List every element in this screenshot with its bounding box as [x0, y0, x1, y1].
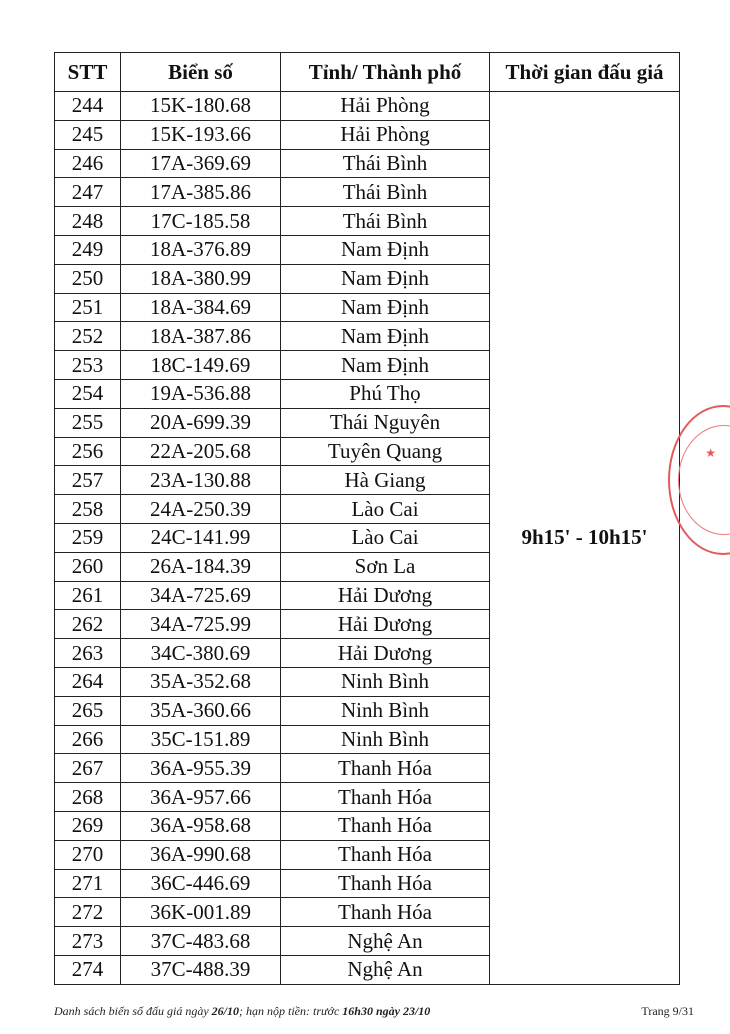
cell-province: Ninh Bình	[281, 667, 490, 696]
cell-plate: 34A-725.99	[121, 610, 281, 639]
cell-stt: 257	[55, 466, 121, 495]
cell-province: Hải Dương	[281, 581, 490, 610]
cell-plate: 37C-483.68	[121, 927, 281, 956]
cell-plate: 17A-385.86	[121, 178, 281, 207]
cell-stt: 258	[55, 495, 121, 524]
footer-note	[54, 1004, 430, 1018]
cell-stt: 253	[55, 351, 121, 380]
table-header-row	[55, 53, 680, 92]
cell-plate: 17A-369.69	[121, 149, 281, 178]
cell-stt: 269	[55, 811, 121, 840]
cell-plate: 18C-149.69	[121, 351, 281, 380]
cell-stt: 255	[55, 408, 121, 437]
cell-plate: 35A-360.66	[121, 696, 281, 725]
cell-province: Hải Phòng	[281, 120, 490, 149]
cell-province: Thái Bình	[281, 149, 490, 178]
cell-stt: 270	[55, 840, 121, 869]
cell-stt: 274	[55, 955, 121, 984]
cell-plate: 36A-990.68	[121, 840, 281, 869]
cell-province: Tuyên Quang	[281, 437, 490, 466]
cell-stt: 259	[55, 523, 121, 552]
cell-province: Nam Định	[281, 293, 490, 322]
cell-province: Hà Giang	[281, 466, 490, 495]
cell-stt: 256	[55, 437, 121, 466]
cell-province: Thái Bình	[281, 178, 490, 207]
cell-plate: 34C-380.69	[121, 639, 281, 668]
cell-auction-time: 9h15' - 10h15'	[490, 92, 680, 985]
plate-auction-table	[54, 52, 680, 985]
cell-stt: 272	[55, 898, 121, 927]
cell-stt: 251	[55, 293, 121, 322]
cell-stt: 244	[55, 92, 121, 121]
cell-province: Hải Dương	[281, 639, 490, 668]
cell-province: Nam Định	[281, 264, 490, 293]
cell-plate: 26A-184.39	[121, 552, 281, 581]
cell-plate: 36K-001.89	[121, 898, 281, 927]
cell-stt: 268	[55, 783, 121, 812]
cell-plate: 35A-352.68	[121, 667, 281, 696]
cell-province: Nghệ An	[281, 955, 490, 984]
cell-plate: 18A-384.69	[121, 293, 281, 322]
cell-plate: 20A-699.39	[121, 408, 281, 437]
cell-stt: 264	[55, 667, 121, 696]
page-number: Trang 9/31	[641, 1004, 694, 1018]
cell-plate: 36C-446.69	[121, 869, 281, 898]
cell-plate: 36A-958.68	[121, 811, 281, 840]
cell-plate: 24C-141.99	[121, 523, 281, 552]
cell-plate: 18A-387.86	[121, 322, 281, 351]
cell-plate: 36A-957.66	[121, 783, 281, 812]
cell-province: Thanh Hóa	[281, 840, 490, 869]
cell-stt: 250	[55, 264, 121, 293]
cell-stt: 261	[55, 581, 121, 610]
cell-plate: 19A-536.88	[121, 379, 281, 408]
cell-stt: 246	[55, 149, 121, 178]
table-body	[55, 92, 680, 985]
header-stt: STT	[55, 53, 121, 92]
cell-province: Thanh Hóa	[281, 783, 490, 812]
header-province: Tỉnh/ Thành phố	[281, 53, 490, 92]
cell-province: Ninh Bình	[281, 696, 490, 725]
footer-auction-date: 26/10	[211, 1004, 239, 1018]
cell-stt: 273	[55, 927, 121, 956]
cell-province: Hải Dương	[281, 610, 490, 639]
cell-province: Sơn La	[281, 552, 490, 581]
cell-province: Thái Nguyên	[281, 408, 490, 437]
cell-province: Lào Cai	[281, 523, 490, 552]
cell-province: Hải Phòng	[281, 92, 490, 121]
page-footer	[54, 1004, 694, 1019]
cell-stt: 245	[55, 120, 121, 149]
cell-stt: 252	[55, 322, 121, 351]
cell-stt: 263	[55, 639, 121, 668]
cell-stt: 248	[55, 207, 121, 236]
cell-stt: 271	[55, 869, 121, 898]
cell-plate: 24A-250.39	[121, 495, 281, 524]
cell-plate: 22A-205.68	[121, 437, 281, 466]
cell-province: Nghệ An	[281, 927, 490, 956]
seal-star-icon: ★	[705, 446, 716, 460]
cell-plate: 23A-130.88	[121, 466, 281, 495]
cell-plate: 37C-488.39	[121, 955, 281, 984]
cell-province: Thái Bình	[281, 207, 490, 236]
cell-stt: 254	[55, 379, 121, 408]
footer-deadline: 16h30 ngày 23/10	[342, 1004, 431, 1018]
cell-stt: 262	[55, 610, 121, 639]
cell-plate: 36A-955.39	[121, 754, 281, 783]
cell-stt: 265	[55, 696, 121, 725]
cell-plate: 35C-151.89	[121, 725, 281, 754]
cell-stt: 266	[55, 725, 121, 754]
cell-province: Nam Định	[281, 235, 490, 264]
cell-plate: 34A-725.69	[121, 581, 281, 610]
cell-plate: 17C-185.58	[121, 207, 281, 236]
cell-plate: 18A-376.89	[121, 235, 281, 264]
cell-province: Nam Định	[281, 351, 490, 380]
header-auction-time: Thời gian đấu giá	[490, 53, 680, 92]
cell-province: Thanh Hóa	[281, 869, 490, 898]
cell-province: Thanh Hóa	[281, 811, 490, 840]
cell-province: Lào Cai	[281, 495, 490, 524]
cell-province: Thanh Hóa	[281, 898, 490, 927]
cell-province: Ninh Bình	[281, 725, 490, 754]
cell-stt: 249	[55, 235, 121, 264]
header-plate: Biển số	[121, 53, 281, 92]
cell-stt: 260	[55, 552, 121, 581]
cell-plate: 15K-193.66	[121, 120, 281, 149]
footer-note-prefix: Danh sách biển số đấu giá ngày	[54, 1004, 212, 1018]
cell-stt: 267	[55, 754, 121, 783]
cell-plate: 18A-380.99	[121, 264, 281, 293]
cell-province: Nam Định	[281, 322, 490, 351]
cell-province: Thanh Hóa	[281, 754, 490, 783]
footer-note-mid: ; hạn nộp tiền: trước	[239, 1004, 343, 1018]
cell-plate: 15K-180.68	[121, 92, 281, 121]
table-row	[55, 92, 680, 121]
cell-stt: 247	[55, 178, 121, 207]
cell-province: Phú Thọ	[281, 379, 490, 408]
